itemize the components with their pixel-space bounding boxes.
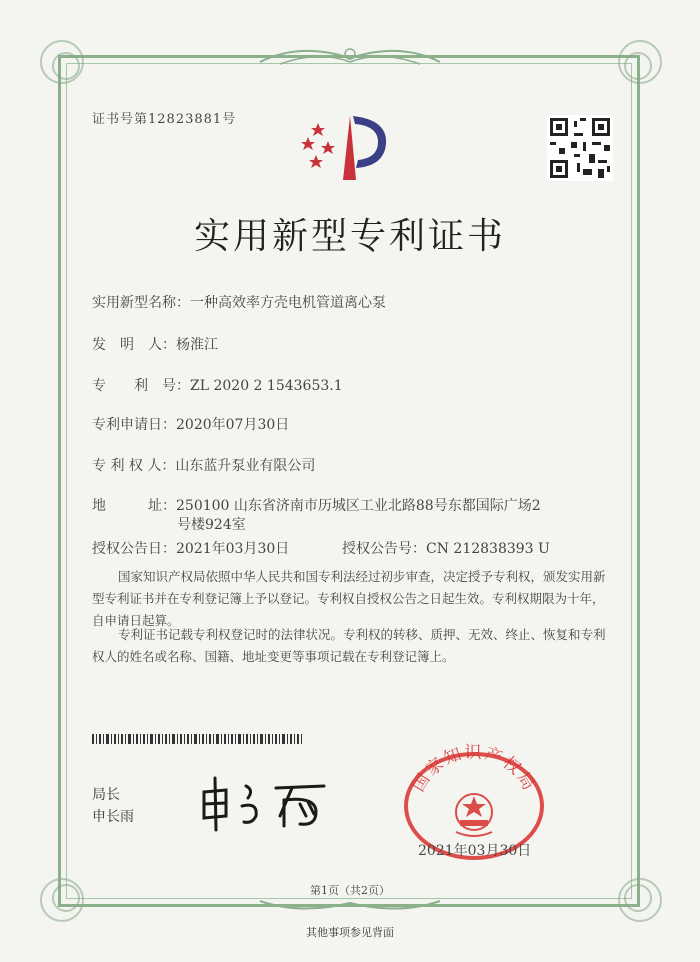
- patent-number-row: [92, 375, 343, 395]
- utility-model-name-row: [92, 292, 386, 312]
- filing-date-row: [92, 414, 289, 434]
- address-value-line1: 250100 山东省济南市历城区工业北路88号东都国际广场2: [176, 498, 541, 514]
- patent-number-label: 专 利 号：: [92, 378, 190, 394]
- patent-office-logo: [298, 110, 398, 190]
- svg-text:国家知识产权局: [409, 743, 540, 795]
- legal-status-paragraph: 专利证书记载专利权登记时的法律状况。专利权的转移、质押、无效、终止、恢复和专利权人的姓名或名称、国籍、地址变更等事项记载在专利登记簿上。: [92, 627, 606, 664]
- patentee-row: [92, 455, 315, 475]
- grant-number-value: CN 212838393 U: [426, 541, 550, 557]
- director-title: 局长: [92, 787, 120, 803]
- bottom-center-ornament: [250, 895, 450, 917]
- filing-date-value: 2020年07月30日: [176, 417, 290, 433]
- page-indicator: 第1页（共2页）: [310, 884, 390, 897]
- utility-model-name-value: 一种高效率方壳电机管道离心泵: [190, 295, 386, 311]
- qr-code[interactable]: [547, 115, 613, 181]
- certificate-title: 实用新型专利证书: [193, 216, 506, 257]
- address-row: [92, 495, 541, 515]
- footer-note: 其他事项参见背面: [306, 926, 394, 939]
- patentee-value: 山东蓝升泵业有限公司: [175, 458, 316, 474]
- address-value-line2: 号楼924室: [177, 517, 246, 533]
- address-label: 地 址：: [92, 498, 176, 514]
- barcode: [92, 734, 302, 744]
- grant-date-value: 2021年03月30日: [176, 541, 290, 557]
- certificate-number: 证书号第12823881号: [92, 112, 237, 127]
- grant-number-label: 授权公告号：: [342, 541, 426, 557]
- director-signature: [196, 772, 346, 832]
- inventor-row: [92, 334, 218, 354]
- filing-date-label: 专利申请日：: [92, 417, 176, 433]
- grant-date-row: [92, 538, 289, 558]
- inventor-label: 发 明 人：: [92, 337, 176, 353]
- patent-number-value: ZL 2020 2 1543653.1: [190, 378, 343, 394]
- seal-text: 国家知识产权局: [408, 743, 540, 796]
- utility-model-name-label: 实用新型名称：: [92, 295, 190, 311]
- patentee-label: 专 利 权 人：: [92, 458, 176, 474]
- top-center-ornament: [250, 40, 450, 70]
- inventor-value: 杨淮江: [176, 337, 218, 353]
- grant-statement-paragraph: 国家知识产权局依照中华人民共和国专利法经过初步审查，决定授予专利权，颁发实用新型专利证书并在专利登记簿上予以登记。专利权自授权公告之日起生效。专利权期限为十年，自申请日起算。: [92, 569, 606, 628]
- grant-date-label: 授权公告日：: [92, 541, 176, 557]
- director-name: 申长雨: [92, 809, 134, 825]
- seal-date: 2021年03月30日: [418, 843, 532, 859]
- grant-number-row: [342, 538, 550, 558]
